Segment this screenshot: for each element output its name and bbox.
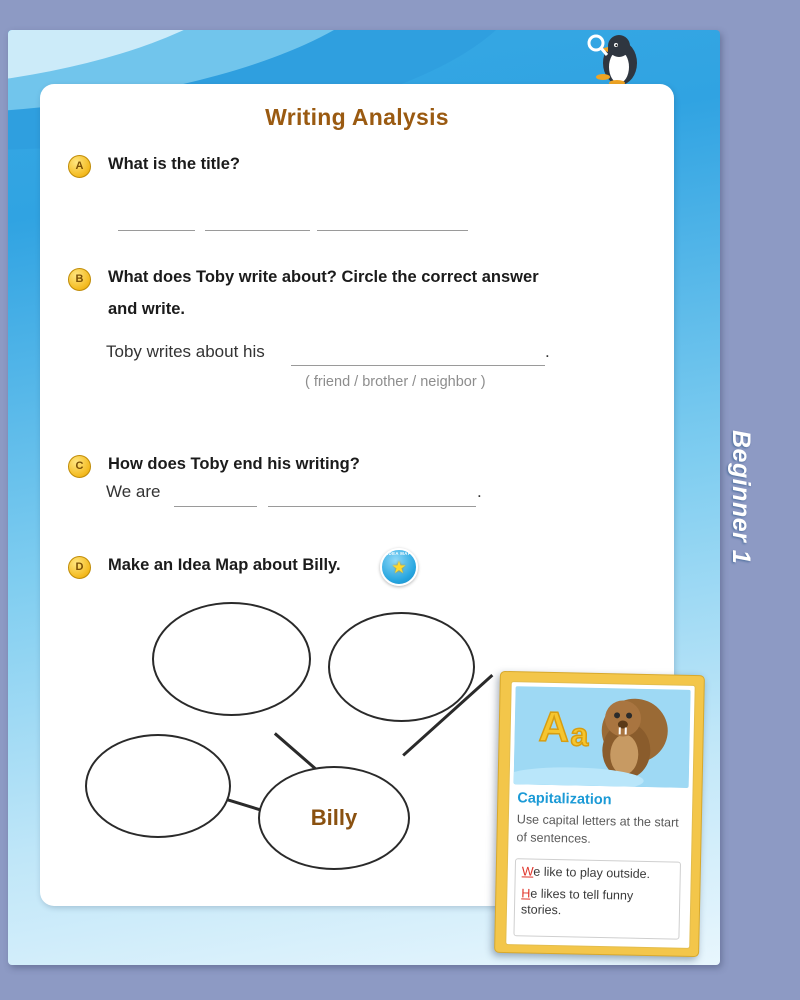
answer-blank-c2[interactable]	[268, 506, 476, 507]
tip-example-2-rest: e likes to tell funny stories.	[520, 886, 634, 918]
idea-map-bubble-2[interactable]	[328, 612, 475, 722]
choices-b: ( friend / brother / neighbor )	[305, 374, 486, 390]
answer-blank-a1[interactable]	[118, 230, 195, 231]
tip-card-inner	[505, 681, 695, 949]
tip-card-title: Capitalization	[517, 790, 612, 809]
answer-blank-b[interactable]	[291, 365, 545, 366]
tip-example-1-rest: e like to play outside.	[533, 864, 651, 882]
tip-card-description: Use capital letters at the start of sentences.	[516, 812, 679, 846]
question-text-c: How does Toby end his writing?	[108, 455, 360, 473]
level-label: Beginner 1	[727, 430, 755, 565]
idea-map-badge-icon	[380, 548, 418, 586]
question-text-b-line1: What does Toby write about? Circle the correct answer	[108, 268, 539, 286]
penguin-mascot-icon	[583, 33, 643, 88]
tip-example-1	[522, 863, 674, 883]
answer-blank-a2[interactable]	[205, 230, 310, 231]
question-marker-a: A	[68, 155, 91, 178]
question-marker-b: B	[68, 268, 91, 291]
question-text-a: What is the title?	[108, 155, 240, 173]
idea-map-bubble-1[interactable]	[152, 602, 311, 716]
question-text-d: Make an Idea Map about Billy.	[108, 556, 341, 574]
star-icon: ★	[391, 557, 407, 577]
answer-blank-a3[interactable]	[317, 230, 468, 231]
question-marker-c: C	[68, 455, 91, 478]
tip-card-illustration	[514, 686, 691, 788]
question-marker-d: D	[68, 556, 91, 579]
idea-map-badge-label: IDEA MAP	[386, 551, 412, 556]
tip-example-1-capital: W	[521, 864, 534, 879]
svg-text:A: A	[538, 702, 570, 751]
idea-map-bubble-3[interactable]	[85, 734, 231, 838]
tip-example-2-capital: H	[521, 885, 531, 901]
answer-prefix-b: Toby writes about his	[106, 342, 265, 361]
idea-map-center-bubble[interactable]: Billy	[258, 766, 410, 870]
tip-card-examples	[513, 858, 681, 939]
question-text-b-line2: and write.	[108, 300, 186, 318]
tip-example-2	[521, 885, 674, 921]
capitalization-tip-card	[494, 671, 705, 957]
page-title: Writing Analysis	[265, 104, 449, 130]
answer-prefix-c: We are	[106, 482, 161, 501]
answer-blank-c1[interactable]	[174, 506, 257, 507]
answer-suffix-b: .	[545, 342, 550, 361]
answer-suffix-c: .	[477, 482, 482, 501]
svg-text:a: a	[570, 716, 589, 753]
